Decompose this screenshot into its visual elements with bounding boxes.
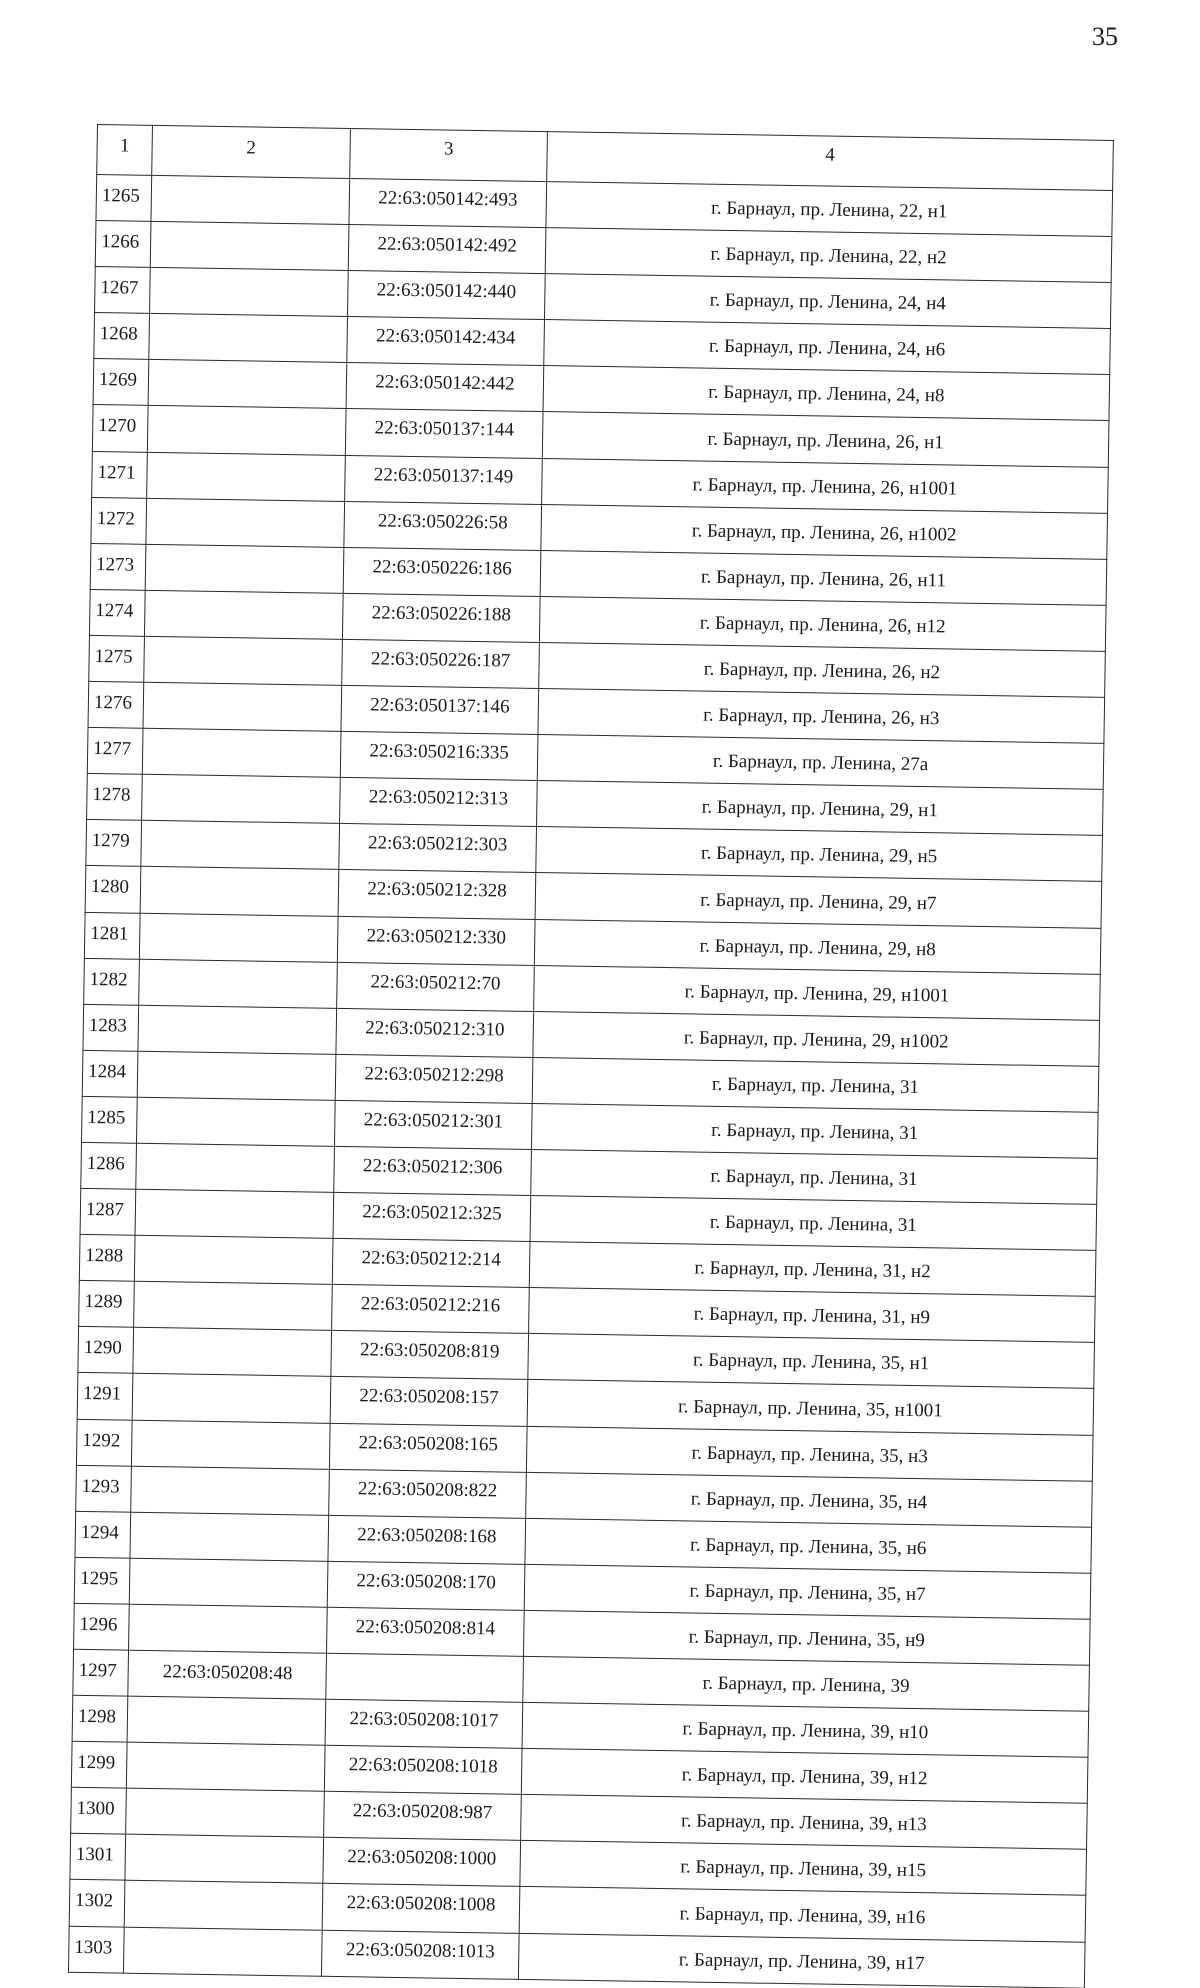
- header-col-1: 1: [97, 125, 153, 176]
- cadastral-number-building-cell: 22:63:050212:216: [332, 1285, 530, 1334]
- registry-table-wrapper: [68, 124, 1113, 1988]
- cadastral-number-building-cell: 22:63:050208:1017: [325, 1699, 523, 1748]
- cadastral-number-land-cell: [150, 268, 349, 317]
- cadastral-number-land-cell: [126, 1742, 325, 1791]
- address-cell: г. Барнаул, пр. Ленина, 24, н8: [543, 366, 1110, 421]
- row-number-cell: 1272: [91, 497, 147, 544]
- cadastral-number-building-cell: 22:63:050212:310: [336, 1008, 534, 1057]
- address-cell: г. Барнаул, пр. Ленина, 39, н16: [519, 1887, 1086, 1942]
- row-number-cell: 1282: [84, 958, 140, 1005]
- cadastral-number-building-cell: 22:63:050208:157: [330, 1377, 528, 1426]
- cadastral-number-building-cell: 22:63:050226:186: [343, 547, 541, 596]
- row-number-cell: 1274: [89, 589, 145, 636]
- table-body: [68, 125, 1113, 1988]
- cadastral-number-land-cell: [133, 1328, 332, 1377]
- cadastral-number-building-cell: 22:63:050208:819: [331, 1331, 529, 1380]
- address-cell: г. Барнаул, пр. Ленина, 31: [531, 1149, 1098, 1204]
- cadastral-number-building-cell: 22:63:050226:58: [344, 501, 542, 550]
- header-col-3: 3: [350, 128, 548, 181]
- cadastral-number-land-cell: [129, 1604, 328, 1653]
- address-cell: г. Барнаул, пр. Ленина, 22, н1: [546, 182, 1113, 237]
- cadastral-number-building-cell: 22:63:050142:493: [349, 178, 547, 227]
- row-number-cell: 1285: [82, 1096, 138, 1143]
- cadastral-number-land-cell: [135, 1189, 334, 1238]
- cadastral-number-land-cell: [144, 636, 343, 685]
- cadastral-number-building-cell: 22:63:050208:822: [329, 1469, 527, 1518]
- address-cell: г. Барнаул, пр. Ленина, 27а: [537, 735, 1104, 790]
- row-number-cell: 1294: [75, 1511, 131, 1558]
- address-cell: г. Барнаул, пр. Ленина, 31, н2: [529, 1242, 1096, 1297]
- row-number-cell: 1277: [87, 728, 143, 775]
- address-cell: г. Барнаул, пр. Ленина, 35, н1001: [527, 1380, 1094, 1435]
- row-number-cell: 1266: [95, 221, 151, 268]
- cadastral-number-building-cell: 22:63:050137:144: [345, 409, 543, 458]
- cadastral-number-land-cell: [134, 1281, 333, 1330]
- address-cell: г. Барнаул, пр. Ленина, 29, н8: [534, 919, 1101, 974]
- row-number-cell: 1279: [86, 820, 142, 867]
- cadastral-number-building-cell: 22:63:050212:303: [339, 824, 537, 873]
- row-number-cell: 1296: [74, 1603, 130, 1650]
- address-cell: г. Барнаул, пр. Ленина, 31: [532, 1057, 1099, 1112]
- row-number-cell: 1288: [79, 1235, 135, 1282]
- row-number-cell: 1275: [89, 635, 145, 682]
- cadastral-number-land-cell: [136, 1143, 335, 1192]
- cadastral-number-land-cell: [126, 1788, 325, 1837]
- cadastral-number-building-cell: 22:63:050142:492: [348, 225, 546, 274]
- cadastral-number-land-cell: [124, 1881, 323, 1930]
- cadastral-number-land-cell: [131, 1466, 330, 1515]
- address-cell: г. Барнаул, пр. Ленина, 26, н12: [539, 596, 1106, 651]
- row-number-cell: 1292: [76, 1419, 132, 1466]
- header-col-4: 4: [547, 132, 1114, 191]
- cadastral-number-building-cell: 22:63:050142:434: [347, 317, 545, 366]
- cadastral-number-land-cell: [127, 1696, 326, 1745]
- address-cell: г. Барнаул, пр. Ленина, 29, н7: [535, 873, 1102, 928]
- row-number-cell: 1290: [78, 1327, 134, 1374]
- cadastral-number-building-cell: 22:63:050142:442: [346, 363, 544, 412]
- cadastral-number-land-cell: [129, 1558, 328, 1607]
- cadastral-number-building-cell: 22:63:050208:814: [327, 1607, 525, 1656]
- address-cell: г. Барнаул, пр. Ленина, 35, н9: [523, 1610, 1090, 1665]
- address-cell: г. Барнаул, пр. Ленина, 35, н3: [526, 1426, 1093, 1481]
- cadastral-number-building-cell: 22:63:050212:313: [340, 778, 538, 827]
- row-number-cell: 1284: [82, 1050, 138, 1097]
- row-number-cell: 1289: [79, 1281, 135, 1328]
- cadastral-number-building-cell: [326, 1653, 524, 1702]
- cadastral-number-land-cell: [125, 1835, 324, 1884]
- address-cell: г. Барнаул, пр. Ленина, 26, н11: [540, 550, 1107, 605]
- address-cell: г. Барнаул, пр. Ленина, 29, н1002: [533, 1011, 1100, 1066]
- address-cell: г. Барнаул, пр. Ленина, 24, н6: [544, 320, 1111, 375]
- page-number: 35: [1092, 22, 1118, 51]
- row-number-cell: 1287: [80, 1188, 136, 1235]
- cadastral-number-building-cell: 22:63:050212:298: [335, 1054, 533, 1103]
- cadastral-number-building-cell: 22:63:050216:335: [340, 732, 538, 781]
- cadastral-number-building-cell: 22:63:050212:214: [332, 1239, 530, 1288]
- cadastral-number-land-cell: [142, 775, 341, 824]
- address-cell: г. Барнаул, пр. Ленина, 26, н1001: [542, 458, 1109, 513]
- address-cell: г. Барнаул, пр. Ленина, 39, н15: [520, 1841, 1087, 1896]
- cadastral-number-building-cell: 22:63:050226:187: [342, 639, 540, 688]
- cadastral-number-building-cell: 22:63:050212:330: [337, 916, 535, 965]
- cadastral-number-building-cell: 22:63:050212:306: [334, 1146, 532, 1195]
- registry-table: [68, 124, 1114, 1988]
- cadastral-number-land-cell: [140, 867, 339, 916]
- row-number-cell: 1295: [74, 1557, 130, 1604]
- cadastral-number-land-cell: [132, 1374, 331, 1423]
- cadastral-number-land-cell: [139, 959, 338, 1008]
- cadastral-number-building-cell: 22:63:050212:70: [337, 962, 535, 1011]
- cadastral-number-land-cell: [151, 175, 350, 224]
- row-number-cell: 1298: [72, 1695, 128, 1742]
- cadastral-number-land-cell: [145, 544, 344, 593]
- address-cell: г. Барнаул, пр. Ленина, 26, н3: [538, 689, 1105, 744]
- cadastral-number-land-cell: [149, 314, 348, 363]
- cadastral-number-building-cell: 22:63:050208:1000: [323, 1838, 521, 1887]
- row-number-cell: 1270: [92, 405, 148, 452]
- row-number-cell: 1286: [81, 1142, 137, 1189]
- cadastral-number-building-cell: 22:63:050212:301: [334, 1100, 532, 1149]
- cadastral-number-building-cell: 22:63:050212:328: [338, 870, 536, 919]
- cadastral-number-building-cell: 22:63:050212:325: [333, 1192, 531, 1241]
- row-number-cell: 1271: [92, 451, 148, 498]
- cadastral-number-land-cell: [147, 452, 346, 501]
- row-number-cell: 1299: [71, 1741, 127, 1788]
- cadastral-number-land-cell: [131, 1420, 330, 1469]
- address-cell: г. Барнаул, пр. Ленина, 31: [531, 1103, 1098, 1158]
- row-number-cell: 1291: [77, 1373, 133, 1420]
- cadastral-number-land-cell: 22:63:050208:48: [128, 1650, 327, 1699]
- cadastral-number-land-cell: [123, 1927, 322, 1976]
- cadastral-number-land-cell: [146, 498, 345, 547]
- cadastral-number-building-cell: 22:63:050208:1013: [321, 1930, 519, 1979]
- address-cell: г. Барнаул, пр. Ленина, 26, н1002: [541, 504, 1108, 559]
- cadastral-number-building-cell: 22:63:050208:987: [324, 1792, 522, 1841]
- address-cell: г. Барнаул, пр. Ленина, 39: [523, 1656, 1090, 1711]
- cadastral-number-land-cell: [134, 1235, 333, 1284]
- cadastral-number-land-cell: [143, 682, 342, 731]
- cadastral-number-building-cell: 22:63:050142:440: [348, 271, 546, 320]
- address-cell: г. Барнаул, пр. Ленина, 39, н12: [521, 1749, 1088, 1804]
- row-number-cell: 1276: [88, 681, 144, 728]
- cadastral-number-building-cell: 22:63:050208:1018: [324, 1745, 522, 1794]
- row-number-cell: 1278: [87, 774, 143, 821]
- row-number-cell: 1265: [96, 175, 152, 222]
- cadastral-number-building-cell: 22:63:050137:149: [345, 455, 543, 504]
- address-cell: г. Барнаул, пр. Ленина, 26, н2: [539, 642, 1106, 697]
- row-number-cell: 1280: [85, 866, 141, 913]
- row-number-cell: 1293: [76, 1465, 132, 1512]
- cadastral-number-land-cell: [138, 1005, 337, 1054]
- address-cell: г. Барнаул, пр. Ленина, 39, н10: [522, 1702, 1089, 1757]
- row-number-cell: 1302: [69, 1880, 125, 1927]
- row-number-cell: 1301: [70, 1834, 126, 1881]
- cadastral-number-land-cell: [144, 590, 343, 639]
- address-cell: г. Барнаул, пр. Ленина, 35, н1: [528, 1334, 1095, 1389]
- address-cell: г. Барнаул, пр. Ленина, 31: [530, 1196, 1097, 1251]
- row-number-cell: 1297: [73, 1649, 129, 1696]
- address-cell: г. Барнаул, пр. Ленина, 35, н4: [526, 1472, 1093, 1527]
- address-cell: г. Барнаул, пр. Ленина, 35, н6: [525, 1518, 1092, 1573]
- cadastral-number-land-cell: [141, 821, 340, 870]
- address-cell: г. Барнаул, пр. Ленина, 22, н2: [545, 228, 1112, 283]
- cadastral-number-building-cell: 22:63:050208:168: [328, 1515, 526, 1564]
- cadastral-number-land-cell: [136, 1097, 335, 1146]
- address-cell: г. Барнаул, пр. Ленина, 29, н1001: [534, 965, 1101, 1020]
- address-cell: г. Барнаул, пр. Ленина, 26, н1: [542, 412, 1109, 467]
- cadastral-number-building-cell: 22:63:050208:1008: [322, 1884, 520, 1933]
- address-cell: г. Барнаул, пр. Ленина, 29, н1: [537, 781, 1104, 836]
- address-cell: г. Барнаул, пр. Ленина, 24, н4: [544, 274, 1111, 329]
- cadastral-number-building-cell: 22:63:050208:165: [329, 1423, 527, 1472]
- address-cell: г. Барнаул, пр. Ленина, 35, н7: [524, 1564, 1091, 1619]
- address-cell: г. Барнаул, пр. Ленина, 39, н17: [518, 1933, 1085, 1988]
- cadastral-number-land-cell: [150, 221, 349, 270]
- row-number-cell: 1300: [71, 1788, 127, 1835]
- cadastral-number-land-cell: [148, 360, 347, 409]
- address-cell: г. Барнаул, пр. Ленина, 39, н13: [521, 1795, 1088, 1850]
- address-cell: г. Барнаул, пр. Ленина, 31, н9: [529, 1288, 1096, 1343]
- cadastral-number-land-cell: [130, 1512, 329, 1561]
- row-number-cell: 1269: [93, 359, 149, 406]
- cadastral-number-land-cell: [139, 913, 338, 962]
- row-number-cell: 1303: [68, 1926, 124, 1973]
- header-col-2: 2: [152, 125, 351, 178]
- row-number-cell: 1267: [95, 267, 151, 314]
- cadastral-number-building-cell: 22:63:050137:146: [341, 685, 539, 734]
- row-number-cell: 1283: [83, 1004, 139, 1051]
- row-number-cell: 1281: [84, 912, 140, 959]
- cadastral-number-building-cell: 22:63:050226:188: [342, 593, 540, 642]
- row-number-cell: 1268: [94, 313, 150, 360]
- cadastral-number-land-cell: [137, 1051, 336, 1100]
- row-number-cell: 1273: [90, 543, 146, 590]
- address-cell: г. Барнаул, пр. Ленина, 29, н5: [536, 827, 1103, 882]
- cadastral-number-land-cell: [147, 406, 346, 455]
- cadastral-number-land-cell: [142, 728, 341, 777]
- cadastral-number-building-cell: 22:63:050208:170: [327, 1561, 525, 1610]
